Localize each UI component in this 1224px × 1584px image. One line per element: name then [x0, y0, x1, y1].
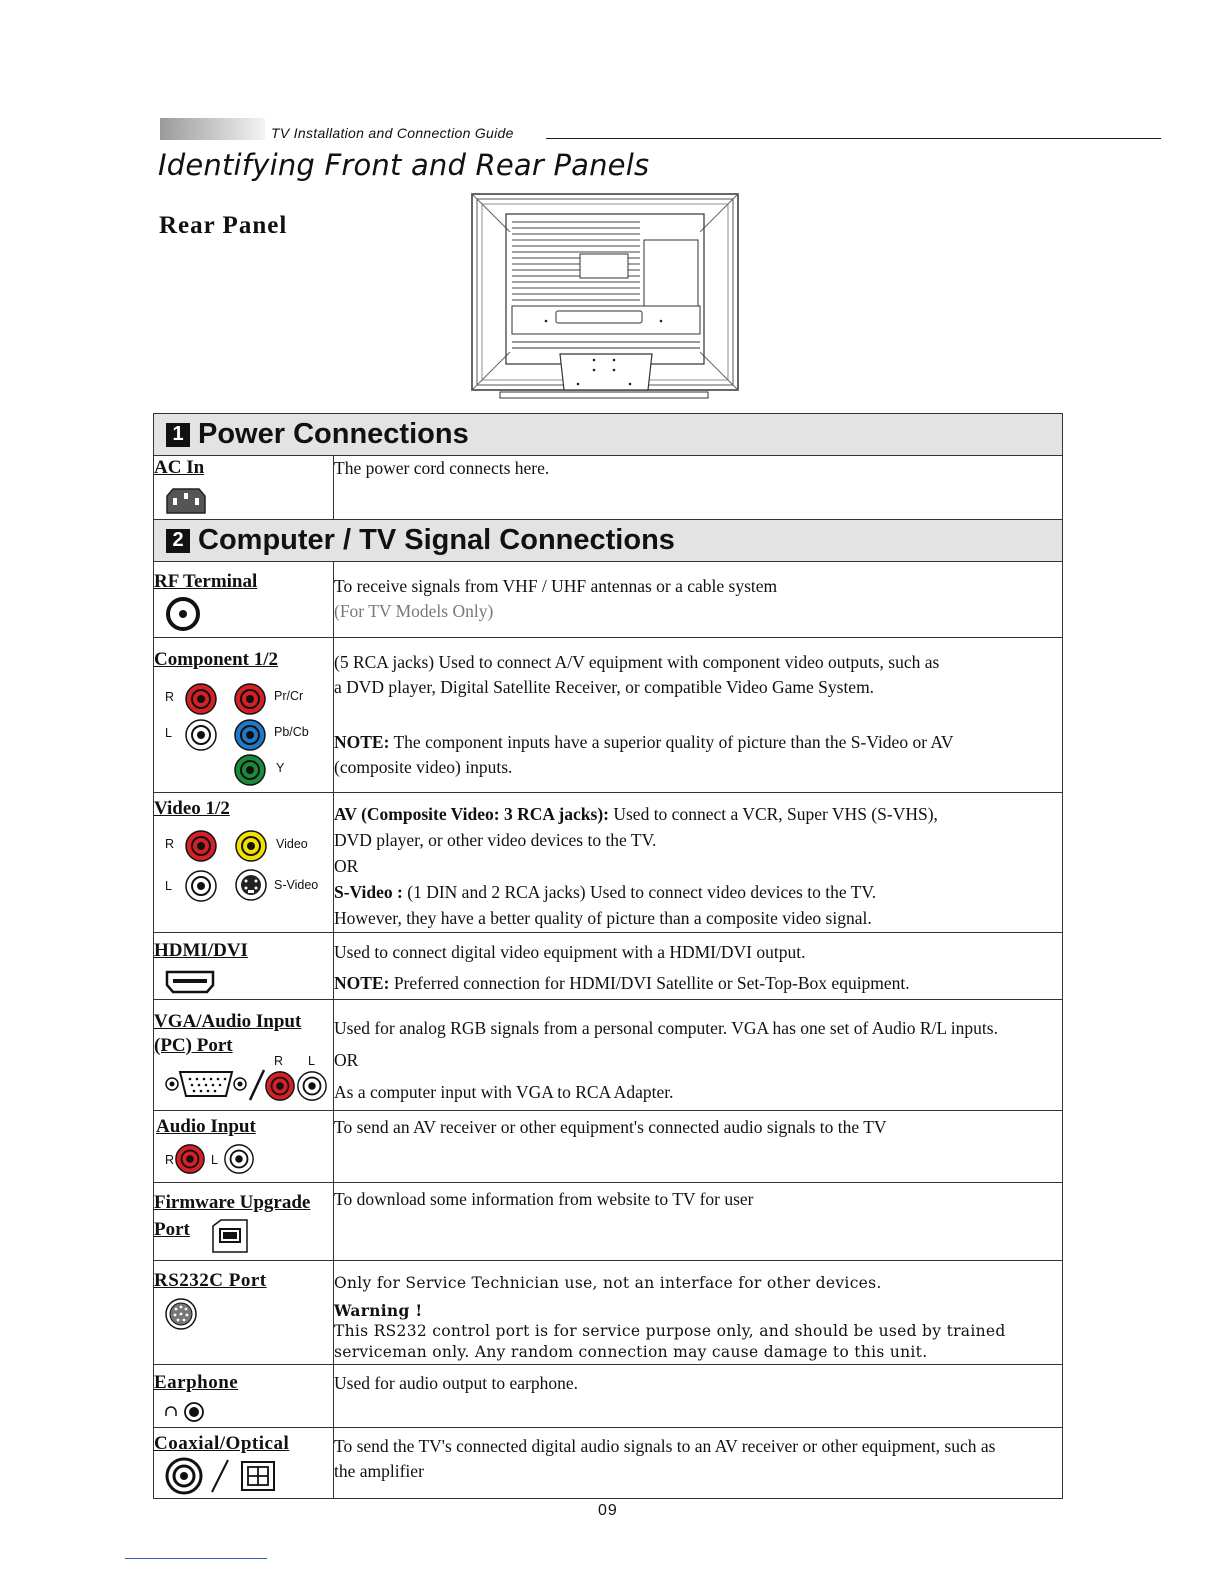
note-label: NOTE: [334, 732, 390, 752]
earphone-description: Used for audio output to earphone. [334, 1373, 578, 1393]
section-row-power [154, 414, 1063, 456]
ac-power-socket-icon [165, 487, 207, 515]
warning-label: Warning ! [334, 1301, 423, 1320]
yellow-rca-jack-icon [234, 829, 268, 863]
section-row-signal [154, 520, 1063, 562]
component-description-line2: a DVD player, Digital Satellite Receiver, or compatible Video Game System. [334, 677, 875, 697]
white-rca-jack-icon [223, 1143, 255, 1175]
audio-input-label: Audio Input [156, 1116, 256, 1137]
coaxial-description-line1: To send the TV's connected digital audio signals to an AV receiver or other equipment, such as [334, 1436, 996, 1456]
jack-label-r: R [165, 690, 175, 704]
component-description-line1: (5 RCA jacks) Used to connect A/V equipment with component video outputs, such as [334, 652, 940, 672]
page-title: Identifying Front and Rear Panels [158, 148, 650, 182]
row-firmware [154, 1183, 1063, 1261]
jack-label-l: L [211, 1153, 218, 1167]
rf-note: (For TV Models Only) [334, 601, 494, 621]
jack-label-l: L [165, 879, 172, 893]
av-description-line2: DVD player, or other video devices to the TV. [334, 830, 657, 850]
white-rca-jack-icon [296, 1070, 328, 1102]
firmware-label-line1: Firmware Upgrade [154, 1192, 311, 1213]
row-audio-input [154, 1111, 1063, 1183]
hdmi-label: HDMI/DVI [154, 940, 248, 961]
vga-label-line1: VGA/Audio Input [154, 1011, 302, 1032]
vga-port-icon [164, 1068, 248, 1100]
rf-coax-icon [165, 596, 201, 632]
red-rca-jack-icon [184, 682, 218, 716]
guide-title: TV Installation and Connection Guide [271, 125, 514, 141]
rf-terminal-label: RF Terminal [154, 571, 258, 592]
red-rca-jack-icon [174, 1143, 206, 1175]
component-label: Component 1/2 [154, 649, 279, 670]
vga-description-line2: As a computer input with VGA to RCA Adapter. [334, 1082, 674, 1102]
jack-label-y: Y [276, 761, 285, 775]
green-rca-jack-icon [233, 753, 267, 787]
red-rca-jack-icon [184, 829, 218, 863]
section-number: 1 [166, 423, 190, 447]
or-text: OR [334, 1050, 359, 1070]
red-rca-jack-icon [264, 1070, 296, 1102]
svideo-label: S-Video : [334, 882, 403, 902]
audio-input-description: To send an AV receiver or other equipment's connected audio signals to the TV [334, 1117, 887, 1137]
video-label: Video 1/2 [154, 798, 230, 819]
firmware-label-line2: Port [154, 1219, 190, 1240]
vga-description: Used for analog RGB signals from a personal computer. VGA has one set of Audio R/L inputs. [334, 1018, 998, 1038]
coaxial-optical-label: Coaxial/Optical [154, 1433, 290, 1454]
rs232-label: RS232C Port [154, 1270, 267, 1291]
blue-rca-jack-icon [233, 718, 267, 752]
rs232-din-port-icon [164, 1297, 198, 1331]
note-label: NOTE: [334, 973, 390, 993]
slash-separator-icon [208, 1458, 232, 1494]
section-title: Computer / TV Signal Connections [198, 524, 675, 556]
jack-label-l: L [165, 726, 172, 740]
row-ac-in [154, 456, 1063, 520]
jack-label-video: Video [276, 837, 308, 851]
component-note-line2: (composite video) inputs. [334, 757, 513, 777]
connections-table [153, 413, 1063, 1499]
section-number: 2 [166, 529, 190, 553]
jack-label-r: R [165, 1153, 175, 1167]
row-hdmi [154, 933, 1063, 1000]
av-description: Used to connect a VCR, Super VHS (S-VHS), [608, 804, 938, 824]
jack-label-svideo: S-Video [274, 878, 319, 892]
svideo-description: (1 DIN and 2 RCA jacks) Used to connect video devices to the TV. [402, 882, 877, 902]
ac-in-description: The power cord connects here. [334, 458, 550, 478]
firmware-description: To download some information from website to TV for user [334, 1189, 754, 1209]
jack-label-r: R [165, 837, 175, 851]
av-label: AV (Composite Video: 3 RCA jacks): [334, 804, 609, 824]
vga-label-line2: (PC) Port [154, 1035, 233, 1056]
warning-line2: serviceman only. Any random connection may cause damage to this unit. [334, 1343, 928, 1361]
s-video-din-icon [234, 868, 268, 902]
component-note-line1: The component inputs have a superior quality of picture than the S-Video or AV [389, 732, 954, 752]
page-number: 09 [598, 1502, 618, 1519]
white-rca-jack-icon [184, 718, 218, 752]
svideo-description-line2: However, they have a better quality of picture than a composite video signal. [334, 908, 872, 928]
jack-label-r: R [274, 1054, 284, 1068]
row-video [154, 793, 1063, 933]
usb-port-icon [211, 1218, 249, 1254]
hdmi-note: Preferred connection for HDMI/DVI Satellite or Set-Top-Box equipment. [389, 973, 910, 993]
section-title: Power Connections [198, 418, 469, 450]
header-gradient-bar [160, 118, 265, 140]
row-rs232 [154, 1261, 1063, 1365]
jack-label-prcr: Pr/Cr [274, 689, 304, 703]
headphone-jack-icon [164, 1401, 208, 1423]
rf-description: To receive signals from VHF / UHF antennas or a cable system [334, 576, 778, 596]
tv-rear-illustration [468, 192, 742, 404]
red-rca-jack-icon [233, 682, 267, 716]
coaxial-port-icon [164, 1456, 204, 1496]
or-text: OR [334, 856, 359, 876]
row-rf-terminal [154, 562, 1063, 638]
jack-label-l: L [308, 1054, 315, 1068]
header-rule [546, 138, 1161, 139]
hdmi-port-icon [165, 970, 215, 994]
jack-label-pbcb: Pb/Cb [274, 725, 309, 739]
ac-in-label: AC In [154, 457, 205, 478]
white-rca-jack-icon [184, 869, 218, 903]
rs232-description: Only for Service Technician use, not an interface for other devices. [334, 1274, 882, 1292]
hdmi-description: Used to connect digital video equipment with a HDMI/DVI output. [334, 942, 806, 962]
rear-panel-label: Rear Panel [159, 212, 288, 239]
row-earphone [154, 1365, 1063, 1428]
footer-rule [125, 1558, 267, 1559]
row-coaxial-optical [154, 1428, 1063, 1499]
row-vga [154, 1000, 1063, 1111]
warning-line1: This RS232 control port is for service purpose only, and should be used by trained [334, 1322, 1006, 1340]
optical-port-icon [240, 1460, 276, 1492]
earphone-label: Earphone [154, 1372, 239, 1393]
coaxial-description-line2: the amplifier [334, 1461, 424, 1481]
row-component [154, 638, 1063, 793]
